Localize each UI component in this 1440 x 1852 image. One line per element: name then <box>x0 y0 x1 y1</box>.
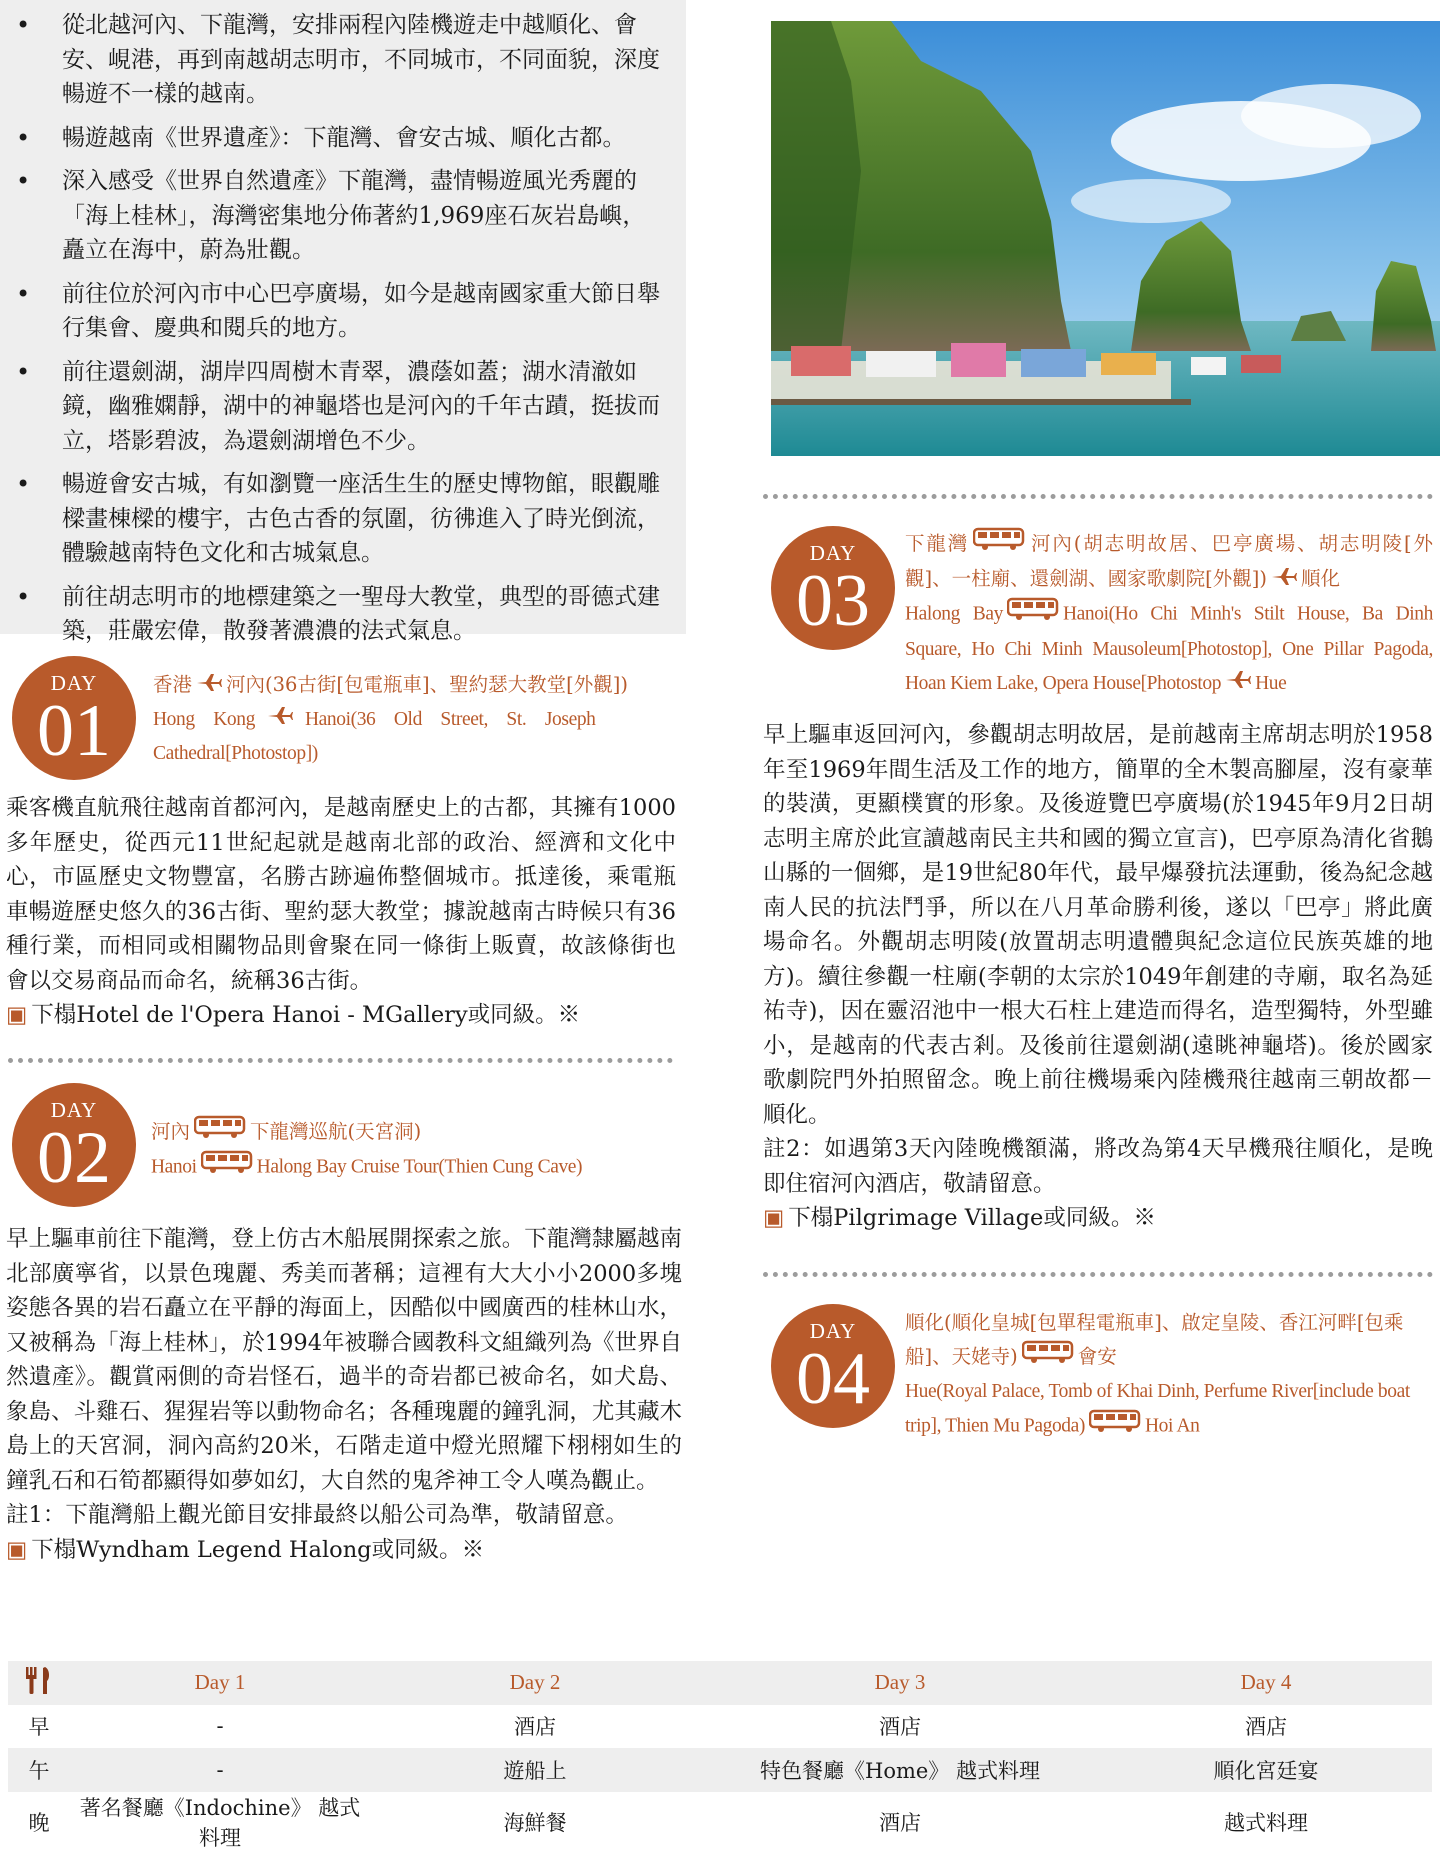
route-origin-en: Hong Kong <box>153 708 255 730</box>
halong-bay-photo-art <box>771 21 1440 456</box>
day-number: 03 <box>796 560 870 642</box>
route-destination-en: Halong Bay Cruise Tour(Thien Cung Cave) <box>256 1156 583 1178</box>
route-destination: 河內(胡志明故居、巴亭廣場、胡志明陵[外觀]、一柱廟、還劍湖、國家歌劇院[外觀]) <box>905 532 1433 590</box>
day-label: DAY <box>50 1098 98 1122</box>
meal-cell: 酒店 <box>514 1715 556 1740</box>
divider <box>8 1058 673 1063</box>
highlight-item: • 深入感受《世界自然遺產》下龍灣，盡情暢遊風光秀麗的「海上桂林」，海灣密集地分佈著約1,969座石灰岩島嶼，矗立在海中，蔚為壯觀。 <box>0 164 686 268</box>
day-02-route-zh <box>151 1115 681 1150</box>
day-02-route <box>151 1115 681 1186</box>
plane-icon <box>1225 667 1251 701</box>
meal-label: 午 <box>8 1748 70 1792</box>
hotel-icon: ▣ <box>6 1536 28 1563</box>
day-04-badge <box>771 1304 895 1428</box>
hotel-icon: ▣ <box>6 1002 28 1028</box>
day-01-body: 乘客機直航飛往越南首都河內，是越南歷史上的古都，其擁有1000多年歷史，從西元11世紀起就是越南北部的政治、經濟和文化中心，市區歷史文物豐富，名勝古跡遍佈整個城市。抵達後，乘電瓶車暢遊歷史悠久的36古街、聖約瑟大教堂；據說越南古時候只有36種行業，而相同或相關物品則會聚在同一條街上販賣，故該條街也會以交易商品而命名，統稱36古街。 <box>6 795 676 994</box>
route-destination: 下龍灣巡航(天宮洞) <box>250 1120 422 1143</box>
route-destination-en: Hanoi(36 Old Street, St. Joseph Cathedral[Photostop]) <box>153 708 596 765</box>
meal-cell: - <box>216 1714 224 1739</box>
meal-cell: 酒店 <box>879 1715 921 1740</box>
day-02-hotel-text: 下榻Wyndham Legend Halong或同級。※ <box>31 1536 485 1563</box>
route-destination: 會安 <box>1077 1345 1117 1368</box>
route-origin: 香港 <box>153 673 193 696</box>
day-label: DAY <box>809 1319 857 1343</box>
day-03-note: 註2：如遇第3天內陸晚機額滿，將改為第4天早機飛往順化，是晚即住宿河內酒店，敬請留意。 <box>763 1136 1433 1197</box>
meals-header-day3: Day 3 <box>700 1661 1100 1705</box>
divider <box>763 494 1433 499</box>
meal-cell: 著名餐廳《Indochine》 越式料理 <box>79 1795 361 1850</box>
meal-cell: 海鮮餐 <box>503 1810 567 1835</box>
day-04-route <box>905 1306 1433 1445</box>
route-final: 順化 <box>1300 567 1340 590</box>
day-03-hotel <box>763 1201 1433 1236</box>
day-02-description <box>6 1222 682 1567</box>
day-04-route-en <box>905 1375 1433 1445</box>
highlights-panel <box>0 0 686 644</box>
route-destination-en: Hanoi(Ho Chi Minh's Stilt House, Ba Dinh Square, Ho Chi Minh Mausoleum[Photostop], One Pillar Pagoda, Hoan Kiem Lake, Opera House[Photostop <box>905 602 1433 694</box>
route-destination: 河內(36古街[包電瓶車]、聖約瑟大教堂[外觀]) <box>226 673 628 696</box>
day-number: 04 <box>796 1338 870 1420</box>
highlight-item: • 前往位於河內市中心巴亭廣場，如今是越南國家重大節日舉行集會、慶典和閱兵的地方。 <box>0 277 686 346</box>
highlight-item: • 前往還劍湖，湖岸四周樹木青翠，濃蔭如蓋；湖水清澈如鏡，幽雅嫻靜，湖中的神龜塔也是河內的千年古蹟，挺拔而立，塔影碧波，為還劍湖增色不少。 <box>0 355 686 459</box>
route-origin: 順化(順化皇城[包單程電瓶車]、啟定皇陵、香江河畔[包乘船]、天姥寺) <box>905 1311 1404 1368</box>
plane-icon <box>267 703 293 737</box>
day-number: 01 <box>37 690 111 772</box>
meal-cell: 酒店 <box>1245 1715 1287 1740</box>
meals-row-dinner <box>8 1792 1432 1852</box>
day-01-hotel <box>6 998 676 1033</box>
day-04-route-zh <box>905 1306 1433 1375</box>
plane-icon <box>1271 563 1297 597</box>
day-number: 02 <box>37 1117 111 1199</box>
day-label: DAY <box>50 671 98 695</box>
day-01-badge <box>12 656 136 780</box>
bus-icon <box>1022 1340 1074 1375</box>
route-origin: 河內 <box>151 1120 191 1143</box>
day-label: DAY <box>809 541 857 565</box>
bus-icon <box>201 1150 253 1186</box>
day-01-hotel-text: 下榻Hotel de l'Opera Hanoi - MGallery或同級。※ <box>31 1002 581 1028</box>
route-origin: 下龍灣 <box>905 532 970 555</box>
divider <box>763 1272 1433 1277</box>
meal-cell: - <box>70 1748 370 1792</box>
highlight-item: • 暢遊越南《世界遺產》：下龍灣、會安古城、順化古都。 <box>0 121 686 156</box>
cutlery-icon <box>8 1661 70 1705</box>
meals-header-row <box>8 1661 1432 1705</box>
meal-cell: 越式料理 <box>1224 1810 1308 1835</box>
day-03-badge <box>771 526 895 650</box>
meals-row-breakfast <box>8 1705 1432 1749</box>
highlight-item: • 暢遊會安古城，有如瀏覽一座活生生的歷史博物館，眼觀雕樑畫棟樑的樓宇，古色古香的氛圍，彷彿進入了時光倒流，體驗越南特色文化和古城氣息。 <box>0 467 686 571</box>
route-final-en: Hue <box>1255 672 1287 694</box>
plane-icon <box>196 669 222 703</box>
highlights-list <box>0 0 686 649</box>
meals-header-day1: Day 1 <box>70 1661 370 1705</box>
meal-cell: 遊船上 <box>370 1748 700 1792</box>
day-03-route <box>905 527 1433 701</box>
meals-header-day2: Day 2 <box>370 1661 700 1705</box>
day-03-route-en <box>905 597 1433 702</box>
meal-label: 早 <box>28 1715 50 1740</box>
meals-table <box>8 1661 1432 1852</box>
bus-icon <box>1089 1409 1141 1445</box>
meal-cell: 酒店 <box>879 1810 921 1835</box>
route-origin-en: Halong Bay <box>905 602 1003 624</box>
day-02-body: 早上驅車前往下龍灣，登上仿古木船展開探索之旅。下龍灣隸屬越南北部廣寧省，以景色瑰麗、秀美而著稱；這裡有大大小小2000多塊姿態各異的岩石矗立在平靜的海面上，因酷似中國廣西的桂林山水，又被稱為「海上桂林」，於1994年被聯合國教科文組織列為《世界自然遺產》。觀賞兩側的奇岩怪石，過半的奇岩都已被命名，如犬島、象島、斗雞石、猩猩岩等以動物命名；各種瑰麗的鐘乳洞，尤其藏木島上的天宮洞，洞內高約20米，石階走道中燈光照耀下栩栩如生的鐘乳石和石筍都顯得如夢如幻，大自然的鬼斧神工令人嘆為觀止。 <box>6 1226 683 1494</box>
day-03-description <box>763 718 1433 1236</box>
meals-row-lunch <box>8 1748 1432 1792</box>
highlight-item: • 從北越河內、下龍灣，安排兩程內陸機遊走中越順化、會安、峴港，再到南越胡志明市，不同城市，不同面貌，深度暢遊不一樣的越南。 <box>0 8 686 112</box>
meals-header-day4: Day 4 <box>1100 1661 1432 1705</box>
highlight-item: • 前往胡志明市的地標建築之一聖母大教堂，典型的哥德式建築，莊嚴宏偉，散發著濃濃的法式氣息。 <box>0 580 686 649</box>
day-02-route-en <box>151 1150 681 1186</box>
route-destination-en: Hoi An <box>1145 1415 1200 1437</box>
halong-bay-photo <box>771 21 1440 456</box>
bus-icon <box>1007 597 1059 633</box>
day-01-route-zh <box>153 668 683 703</box>
meal-cell: 特色餐廳《Home》 越式料理 <box>700 1748 1100 1792</box>
route-origin-en: Hanoi <box>151 1156 197 1178</box>
day-03-hotel-text: 下榻Pilgrimage Village或同級。※ <box>788 1205 1156 1231</box>
bus-icon <box>194 1115 246 1150</box>
day-02-hotel <box>6 1533 682 1568</box>
hotel-icon: ▣ <box>763 1205 785 1231</box>
day-01-route <box>153 668 683 771</box>
day-03-body: 早上驅車返回河內，參觀胡志明故居，是前越南主席胡志明於1958年至1969年間生活及工作的地方，簡單的全木製高腳屋，沒有豪華的裝潢，更顯樸實的形象。及後遊覽巴亭廣場(於1945年9月2日胡志明主席於此宣讀越南民主共和國的獨立宣言)，巴亭原為清化省鵝山縣的一個鄉，是19世紀80年代，最早爆發抗法運動，後為紀念越南人民的抗法鬥爭，所以在八月革命勝利後，遂以「巴亭」將此廣場命名。外觀胡志明陵(放置胡志明遺體與紀念這位民族英雄的地方)。續往參觀一柱廟(李朝的太宗於1049年創建的寺廟，取名為延祐寺)，因在靈沼池中一根大石柱上建造而得名，造型獨特，外型雖小，是越南的代表古剎。及後前往還劍湖(遠眺神龜塔)。後於國家歌劇院門外拍照留念。晚上前往機場乘內陸機飛往越南三朝故都－順化。 <box>763 722 1433 1128</box>
day-02-badge <box>12 1083 136 1207</box>
route-origin-en: Hue(Royal Palace, Tomb of Khai Dinh, Perfume River[include boat trip], Thien Mu Pagoda) <box>905 1381 1410 1437</box>
day-01-route-en <box>153 703 683 772</box>
meal-cell: 順化宮廷宴 <box>1100 1748 1432 1792</box>
bus-icon <box>973 527 1025 562</box>
day-01-description <box>6 791 676 1033</box>
day-03-route-zh <box>905 527 1433 597</box>
day-02-note: 註1：下龍灣船上觀光節目安排最終以船公司為準，敬請留意。 <box>6 1502 628 1528</box>
meal-label: 晚 <box>28 1810 50 1835</box>
